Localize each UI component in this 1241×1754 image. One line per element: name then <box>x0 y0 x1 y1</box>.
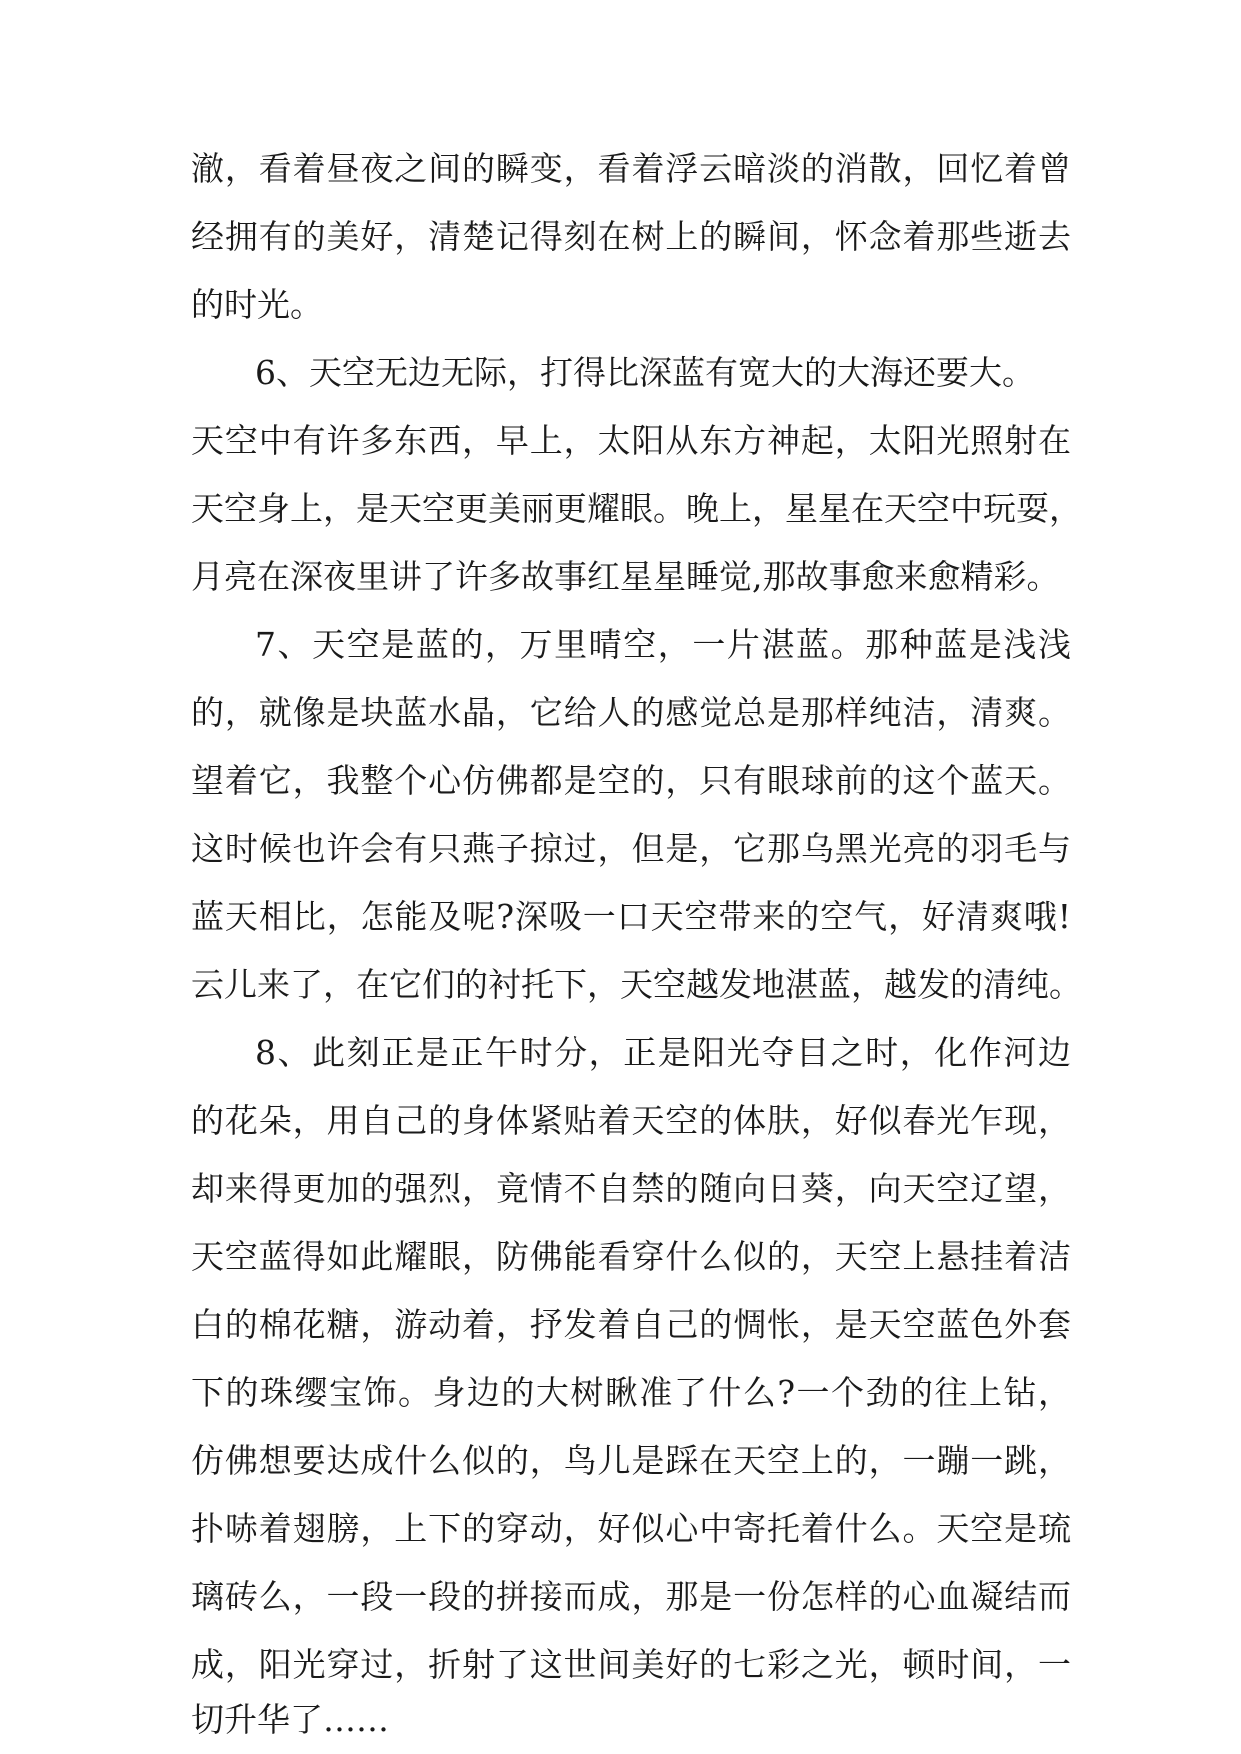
text-line: 澈，看着昼夜之间的瞬变，看着浮云暗淡的消散，回忆着曾 <box>191 149 1071 188</box>
text-line: 扑哧着翅膀，上下的穿动，好似心中寄托着什么。天空是琉 <box>191 1509 1071 1548</box>
text-line: 仿佛想要达成什么似的，鸟儿是踩在天空上的，一蹦一跳， <box>191 1441 1071 1480</box>
text-line: 却来得更加的强烈，竟情不自禁的随向日葵，向天空辽望， <box>191 1169 1071 1208</box>
paragraph-8-first-line: 8、此刻正是正午时分，正是阳光夺目之时，化作河边 <box>255 1033 1071 1072</box>
text-line: 切升华了…… <box>191 1700 389 1739</box>
text-line: 月亮在深夜里讲了许多故事红星星睡觉,那故事愈来愈精彩。 <box>191 557 1060 596</box>
text-line: 璃砖么，一段一段的拼接而成，那是一份怎样的心血凝结而 <box>191 1577 1071 1616</box>
text-line: 蓝天相比，怎能及呢?深吸一口天空带来的空气，好清爽哦! <box>191 897 1071 936</box>
text-line: 白的棉花糖，游动着，抒发着自己的惆怅，是天空蓝色外套 <box>191 1305 1071 1344</box>
text-line: 天空身上，是天空更美丽更耀眼。晚上，星星在天空中玩耍， <box>191 489 1082 528</box>
text-line: 天空蓝得如此耀眼，防佛能看穿什么似的，天空上悬挂着洁 <box>191 1237 1071 1276</box>
text-line: 的时光。 <box>191 285 323 324</box>
text-line: 望着它，我整个心仿佛都是空的，只有眼球前的这个蓝天。 <box>191 761 1071 800</box>
text-line: 经拥有的美好，清楚记得刻在树上的瞬间，怀念着那些逝去 <box>191 217 1071 256</box>
paragraph-7-first-line: 7、天空是蓝的，万里晴空，一片湛蓝。那种蓝是浅浅 <box>255 625 1071 664</box>
text-line: 云儿来了，在它们的衬托下，天空越发地湛蓝，越发的清纯。 <box>191 965 1082 1004</box>
text-line: 的，就像是块蓝水晶，它给人的感觉总是那样纯洁，清爽。 <box>191 693 1071 732</box>
text-line: 天空中有许多东西，早上，太阳从东方神起，太阳光照射在 <box>191 421 1071 460</box>
text-line: 成，阳光穿过，折射了这世间美好的七彩之光，顿时间，一 <box>191 1645 1071 1684</box>
text-line: 的花朵，用自己的身体紧贴着天空的体肤，好似春光乍现， <box>191 1101 1071 1140</box>
text-line: 这时候也许会有只燕子掠过，但是，它那乌黑光亮的羽毛与 <box>191 829 1071 868</box>
paragraph-6-first-line: 6、天空无边无际，打得比深蓝有宽大的大海还要大。 <box>255 353 1035 392</box>
text-line: 下的珠缨宝饰。身边的大树瞅准了什么?一个劲的往上钻， <box>191 1373 1071 1412</box>
